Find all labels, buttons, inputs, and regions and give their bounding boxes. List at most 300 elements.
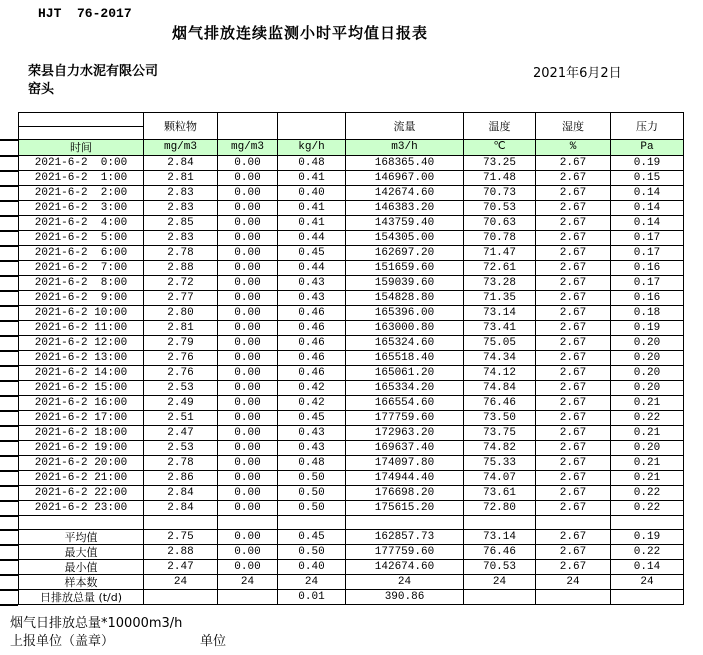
summary-row <box>19 560 684 575</box>
time-cell: 2021-6-2 15:00 <box>19 381 144 396</box>
value-cell: 0.00 <box>218 381 278 396</box>
value-cell: 0.48 <box>278 156 346 171</box>
summary-value-cell: 177759.60 <box>346 545 464 560</box>
value-cell: 0.21 <box>611 471 684 486</box>
time-cell: 2021-6-2 3:00 <box>19 201 144 216</box>
table-row <box>19 321 684 336</box>
value-cell: 71.48 <box>464 171 536 186</box>
table-row <box>19 246 684 261</box>
row-tick <box>0 365 18 367</box>
table-row <box>19 501 684 516</box>
value-cell: 0.43 <box>278 276 346 291</box>
value-cell: 174944.40 <box>346 471 464 486</box>
value-cell: 0.00 <box>218 291 278 306</box>
value-cell: 175615.20 <box>346 501 464 516</box>
report-date: 2021年6月2日 <box>533 66 622 81</box>
value-cell: 0.43 <box>278 291 346 306</box>
blank-cell <box>536 516 611 530</box>
table-row <box>19 216 684 231</box>
report-table <box>18 112 684 605</box>
value-cell: 0.20 <box>611 381 684 396</box>
row-tick <box>0 320 18 322</box>
value-cell: 0.22 <box>611 411 684 426</box>
row-tick <box>0 155 18 157</box>
table-row <box>19 306 684 321</box>
time-cell: 2021-6-2 11:00 <box>19 321 144 336</box>
value-cell: 2.67 <box>536 366 611 381</box>
table-row <box>19 471 684 486</box>
summary-value-cell: 24 <box>346 575 464 590</box>
value-cell: 0.50 <box>278 471 346 486</box>
value-cell: 0.21 <box>611 396 684 411</box>
value-cell: 0.43 <box>278 441 346 456</box>
header-corner-top-cell <box>19 113 144 127</box>
table-row <box>19 351 684 366</box>
summary-value-cell: 70.53 <box>464 560 536 575</box>
time-cell: 2021-6-2 18:00 <box>19 426 144 441</box>
value-cell: 74.84 <box>464 381 536 396</box>
value-cell: 0.43 <box>278 426 346 441</box>
summary-value-cell: 2.67 <box>536 545 611 560</box>
group-header-cell <box>218 113 278 140</box>
time-cell: 2021-6-2 19:00 <box>19 441 144 456</box>
time-cell: 2021-6-2 17:00 <box>19 411 144 426</box>
value-cell: 70.73 <box>464 186 536 201</box>
time-cell: 2021-6-2 8:00 <box>19 276 144 291</box>
value-cell: 2.51 <box>144 411 218 426</box>
value-cell: 70.63 <box>464 216 536 231</box>
value-cell: 0.18 <box>611 306 684 321</box>
value-cell: 73.75 <box>464 426 536 441</box>
value-cell: 75.05 <box>464 336 536 351</box>
summary-row <box>19 575 684 590</box>
value-cell: 0.45 <box>278 246 346 261</box>
blank-cell <box>611 516 684 530</box>
table-row <box>19 171 684 186</box>
value-cell: 0.00 <box>218 216 278 231</box>
summary-value-cell: 162857.73 <box>346 530 464 545</box>
value-cell: 73.50 <box>464 411 536 426</box>
value-cell: 0.22 <box>611 501 684 516</box>
value-cell: 2.80 <box>144 306 218 321</box>
value-cell: 0.14 <box>611 186 684 201</box>
value-cell: 2.67 <box>536 246 611 261</box>
summary-value-cell: 0.01 <box>278 590 346 605</box>
value-cell: 0.41 <box>278 216 346 231</box>
summary-value-cell <box>144 590 218 605</box>
value-cell: 74.07 <box>464 471 536 486</box>
row-tick <box>0 335 18 337</box>
summary-value-cell: 0.19 <box>611 530 684 545</box>
row-tick <box>0 574 18 576</box>
value-cell: 2.67 <box>536 156 611 171</box>
table-row <box>19 276 684 291</box>
value-cell: 146383.20 <box>346 201 464 216</box>
value-cell: 0.17 <box>611 276 684 291</box>
summary-value-cell: 0.00 <box>218 545 278 560</box>
value-cell: 2.81 <box>144 321 218 336</box>
unit-cell: mg/m3 <box>218 140 278 156</box>
row-tick <box>0 290 18 292</box>
table-row <box>19 426 684 441</box>
row-tick <box>0 440 18 442</box>
value-cell: 169637.40 <box>346 441 464 456</box>
value-cell: 0.19 <box>611 321 684 336</box>
summary-value-cell: 24 <box>278 575 346 590</box>
summary-value-cell: 73.14 <box>464 530 536 545</box>
value-cell: 0.50 <box>278 486 346 501</box>
row-tick <box>0 500 18 502</box>
value-cell: 177759.60 <box>346 411 464 426</box>
value-cell: 163000.80 <box>346 321 464 336</box>
row-tick <box>0 185 18 187</box>
value-cell: 2.67 <box>536 186 611 201</box>
value-cell: 2.86 <box>144 471 218 486</box>
blank-cell <box>19 516 144 530</box>
value-cell: 74.12 <box>464 366 536 381</box>
value-cell: 168365.40 <box>346 156 464 171</box>
summary-value-cell: 0.50 <box>278 545 346 560</box>
value-cell: 2.67 <box>536 396 611 411</box>
value-cell: 2.79 <box>144 336 218 351</box>
value-cell: 73.28 <box>464 276 536 291</box>
value-cell: 0.17 <box>611 231 684 246</box>
value-cell: 159039.60 <box>346 276 464 291</box>
unit-label: 单位 <box>200 634 227 649</box>
time-cell: 2021-6-2 9:00 <box>19 291 144 306</box>
row-tick <box>0 470 18 472</box>
value-cell: 75.33 <box>464 456 536 471</box>
value-cell: 0.46 <box>278 321 346 336</box>
page-title: 烟气排放连续监测小时平均值日报表 <box>171 24 428 42</box>
value-cell: 73.61 <box>464 486 536 501</box>
header-corner-bottom-cell <box>19 127 144 140</box>
value-cell: 142674.60 <box>346 186 464 201</box>
value-cell: 2.67 <box>536 321 611 336</box>
time-cell: 2021-6-2 14:00 <box>19 366 144 381</box>
value-cell: 2.83 <box>144 186 218 201</box>
value-cell: 0.00 <box>218 486 278 501</box>
row-tick <box>0 305 18 307</box>
value-cell: 72.61 <box>464 261 536 276</box>
table-row <box>19 231 684 246</box>
value-cell: 0.00 <box>218 171 278 186</box>
value-cell: 2.67 <box>536 456 611 471</box>
value-cell: 0.21 <box>611 426 684 441</box>
value-cell: 165518.40 <box>346 351 464 366</box>
table-row <box>19 456 684 471</box>
value-cell: 2.67 <box>536 336 611 351</box>
value-cell: 74.82 <box>464 441 536 456</box>
blank-cell <box>346 516 464 530</box>
time-cell: 2021-6-2 16:00 <box>19 396 144 411</box>
time-cell: 2021-6-2 4:00 <box>19 216 144 231</box>
time-cell: 2021-6-2 6:00 <box>19 246 144 261</box>
value-cell: 70.53 <box>464 201 536 216</box>
value-cell: 2.72 <box>144 276 218 291</box>
time-cell: 2021-6-2 13:00 <box>19 351 144 366</box>
value-cell: 2.67 <box>536 276 611 291</box>
value-cell: 2.77 <box>144 291 218 306</box>
value-cell: 0.00 <box>218 156 278 171</box>
time-cell: 2021-6-2 0:00 <box>19 156 144 171</box>
table-row <box>19 336 684 351</box>
value-cell: 0.48 <box>278 456 346 471</box>
blank-cell <box>218 516 278 530</box>
summary-value-cell: 0.40 <box>278 560 346 575</box>
value-cell: 154828.80 <box>346 291 464 306</box>
value-cell: 0.14 <box>611 201 684 216</box>
value-cell: 0.00 <box>218 396 278 411</box>
summary-row <box>19 530 684 545</box>
table-row <box>19 366 684 381</box>
value-cell: 2.67 <box>536 231 611 246</box>
value-cell: 2.67 <box>536 381 611 396</box>
row-tick <box>0 515 18 517</box>
value-cell: 2.67 <box>536 471 611 486</box>
site-name: 窑头 <box>28 82 55 97</box>
value-cell: 71.35 <box>464 291 536 306</box>
row-tick <box>0 410 18 412</box>
value-cell: 2.47 <box>144 426 218 441</box>
row-tick <box>0 380 18 382</box>
value-cell: 0.00 <box>218 426 278 441</box>
value-cell: 176698.20 <box>346 486 464 501</box>
unit-cell: mg/m3 <box>144 140 218 156</box>
value-cell: 0.44 <box>278 261 346 276</box>
group-header-cell: 压力 <box>611 113 684 140</box>
value-cell: 0.46 <box>278 336 346 351</box>
value-cell: 2.67 <box>536 261 611 276</box>
value-cell: 2.67 <box>536 351 611 366</box>
value-cell: 0.00 <box>218 441 278 456</box>
summary-label-cell: 日排放总量 (t/d) <box>19 590 144 605</box>
blank-cell <box>278 516 346 530</box>
summary-value-cell: 390.86 <box>346 590 464 605</box>
summary-value-cell <box>218 590 278 605</box>
summary-value-cell: 24 <box>611 575 684 590</box>
summary-value-cell: 0.45 <box>278 530 346 545</box>
row-tick <box>0 245 18 247</box>
row-tick <box>0 230 18 232</box>
summary-value-cell: 2.75 <box>144 530 218 545</box>
summary-value-cell: 24 <box>464 575 536 590</box>
value-cell: 0.00 <box>218 321 278 336</box>
unit-cell: ℃ <box>464 140 536 156</box>
value-cell: 2.67 <box>536 171 611 186</box>
summary-value-cell <box>611 590 684 605</box>
table-row <box>19 201 684 216</box>
value-cell: 74.34 <box>464 351 536 366</box>
value-cell: 0.40 <box>278 186 346 201</box>
row-tick <box>0 170 18 172</box>
unit-cell: m3/h <box>346 140 464 156</box>
value-cell: 2.67 <box>536 306 611 321</box>
summary-value-cell: 24 <box>144 575 218 590</box>
table-row <box>19 261 684 276</box>
time-cell: 2021-6-2 22:00 <box>19 486 144 501</box>
value-cell: 71.47 <box>464 246 536 261</box>
flow-total-note: 烟气日排放总量*10000m3/h <box>10 616 183 631</box>
value-cell: 2.76 <box>144 366 218 381</box>
time-cell: 2021-6-2 10:00 <box>19 306 144 321</box>
summary-label-cell: 样本数 <box>19 575 144 590</box>
value-cell: 0.46 <box>278 351 346 366</box>
value-cell: 162697.20 <box>346 246 464 261</box>
value-cell: 0.46 <box>278 306 346 321</box>
value-cell: 2.78 <box>144 456 218 471</box>
unit-cell: % <box>536 140 611 156</box>
value-cell: 73.14 <box>464 306 536 321</box>
value-cell: 0.00 <box>218 351 278 366</box>
time-cell: 2021-6-2 1:00 <box>19 171 144 186</box>
row-tick <box>0 350 18 352</box>
value-cell: 2.67 <box>536 291 611 306</box>
value-cell: 2.49 <box>144 396 218 411</box>
value-cell: 2.53 <box>144 441 218 456</box>
value-cell: 0.00 <box>218 246 278 261</box>
row-tick <box>0 215 18 217</box>
value-cell: 0.00 <box>218 276 278 291</box>
summary-value-cell <box>464 590 536 605</box>
value-cell: 70.78 <box>464 231 536 246</box>
summary-value-cell: 142674.60 <box>346 560 464 575</box>
value-cell: 172963.20 <box>346 426 464 441</box>
row-tick <box>0 455 18 457</box>
value-cell: 0.14 <box>611 216 684 231</box>
value-cell: 0.42 <box>278 396 346 411</box>
value-cell: 2.53 <box>144 381 218 396</box>
table-row <box>19 396 684 411</box>
summary-value-cell: 0.14 <box>611 560 684 575</box>
value-cell: 2.67 <box>536 486 611 501</box>
row-tick <box>0 589 18 591</box>
value-cell: 154305.00 <box>346 231 464 246</box>
summary-value-cell: 2.67 <box>536 560 611 575</box>
value-cell: 2.67 <box>536 501 611 516</box>
summary-value-cell: 0.00 <box>218 530 278 545</box>
summary-value-cell: 2.47 <box>144 560 218 575</box>
row-tick <box>0 275 18 277</box>
value-cell: 0.00 <box>218 306 278 321</box>
summary-value-cell: 24 <box>536 575 611 590</box>
value-cell: 0.17 <box>611 246 684 261</box>
value-cell: 0.20 <box>611 441 684 456</box>
group-header-cell: 湿度 <box>536 113 611 140</box>
value-cell: 0.00 <box>218 231 278 246</box>
summary-value-cell: 2.88 <box>144 545 218 560</box>
value-cell: 165061.20 <box>346 366 464 381</box>
value-cell: 0.00 <box>218 456 278 471</box>
value-cell: 0.41 <box>278 201 346 216</box>
row-tick <box>0 260 18 262</box>
row-tick <box>0 425 18 427</box>
value-cell: 0.22 <box>611 486 684 501</box>
value-cell: 0.00 <box>218 201 278 216</box>
value-cell: 72.80 <box>464 501 536 516</box>
value-cell: 165324.60 <box>346 336 464 351</box>
value-cell: 2.88 <box>144 261 218 276</box>
summary-row <box>19 545 684 560</box>
group-header-cell <box>278 113 346 140</box>
table-row <box>19 441 684 456</box>
value-cell: 2.84 <box>144 486 218 501</box>
value-cell: 73.41 <box>464 321 536 336</box>
value-cell: 2.76 <box>144 351 218 366</box>
summary-label-cell: 最大值 <box>19 545 144 560</box>
value-cell: 2.67 <box>536 426 611 441</box>
summary-label-cell: 最小值 <box>19 560 144 575</box>
value-cell: 0.15 <box>611 171 684 186</box>
blank-cell <box>464 516 536 530</box>
value-cell: 2.78 <box>144 246 218 261</box>
row-tick <box>0 485 18 487</box>
summary-value-cell: 0.22 <box>611 545 684 560</box>
table-row <box>19 291 684 306</box>
value-cell: 0.20 <box>611 351 684 366</box>
value-cell: 0.20 <box>611 366 684 381</box>
value-cell: 0.00 <box>218 411 278 426</box>
time-cell: 2021-6-2 2:00 <box>19 186 144 201</box>
time-header-cell: 时间 <box>19 140 144 156</box>
value-cell: 2.83 <box>144 201 218 216</box>
unit-cell: Pa <box>611 140 684 156</box>
row-tick <box>0 559 18 561</box>
row-tick <box>0 139 18 141</box>
value-cell: 0.50 <box>278 501 346 516</box>
value-cell: 2.84 <box>144 156 218 171</box>
row-tick <box>0 604 18 606</box>
value-cell: 0.20 <box>611 336 684 351</box>
value-cell: 0.16 <box>611 261 684 276</box>
value-cell: 0.41 <box>278 171 346 186</box>
group-header-cell: 流量 <box>346 113 464 140</box>
summary-value-cell: 76.46 <box>464 545 536 560</box>
value-cell: 73.25 <box>464 156 536 171</box>
value-cell: 165396.00 <box>346 306 464 321</box>
value-cell: 2.85 <box>144 216 218 231</box>
summary-value-cell <box>536 590 611 605</box>
row-tick <box>0 395 18 397</box>
value-cell: 0.00 <box>218 186 278 201</box>
value-cell: 146967.00 <box>346 171 464 186</box>
value-cell: 0.21 <box>611 456 684 471</box>
blank-cell <box>144 516 218 530</box>
table-row <box>19 186 684 201</box>
value-cell: 0.19 <box>611 156 684 171</box>
value-cell: 0.00 <box>218 471 278 486</box>
value-cell: 0.46 <box>278 366 346 381</box>
summary-value-cell: 0.00 <box>218 560 278 575</box>
summary-value-cell: 2.67 <box>536 530 611 545</box>
company-name: 荣县自力水泥有限公司 <box>28 64 159 79</box>
value-cell: 0.45 <box>278 411 346 426</box>
value-cell: 2.67 <box>536 201 611 216</box>
value-cell: 174097.80 <box>346 456 464 471</box>
value-cell: 0.44 <box>278 231 346 246</box>
value-cell: 151659.60 <box>346 261 464 276</box>
value-cell: 0.00 <box>218 366 278 381</box>
value-cell: 2.83 <box>144 231 218 246</box>
value-cell: 0.00 <box>218 501 278 516</box>
value-cell: 0.42 <box>278 381 346 396</box>
time-cell: 2021-6-2 12:00 <box>19 336 144 351</box>
table-row <box>19 156 684 171</box>
group-header-cell: 温度 <box>464 113 536 140</box>
value-cell: 2.67 <box>536 216 611 231</box>
value-cell: 165334.20 <box>346 381 464 396</box>
doc-code: HJT 76-2017 <box>38 6 132 21</box>
